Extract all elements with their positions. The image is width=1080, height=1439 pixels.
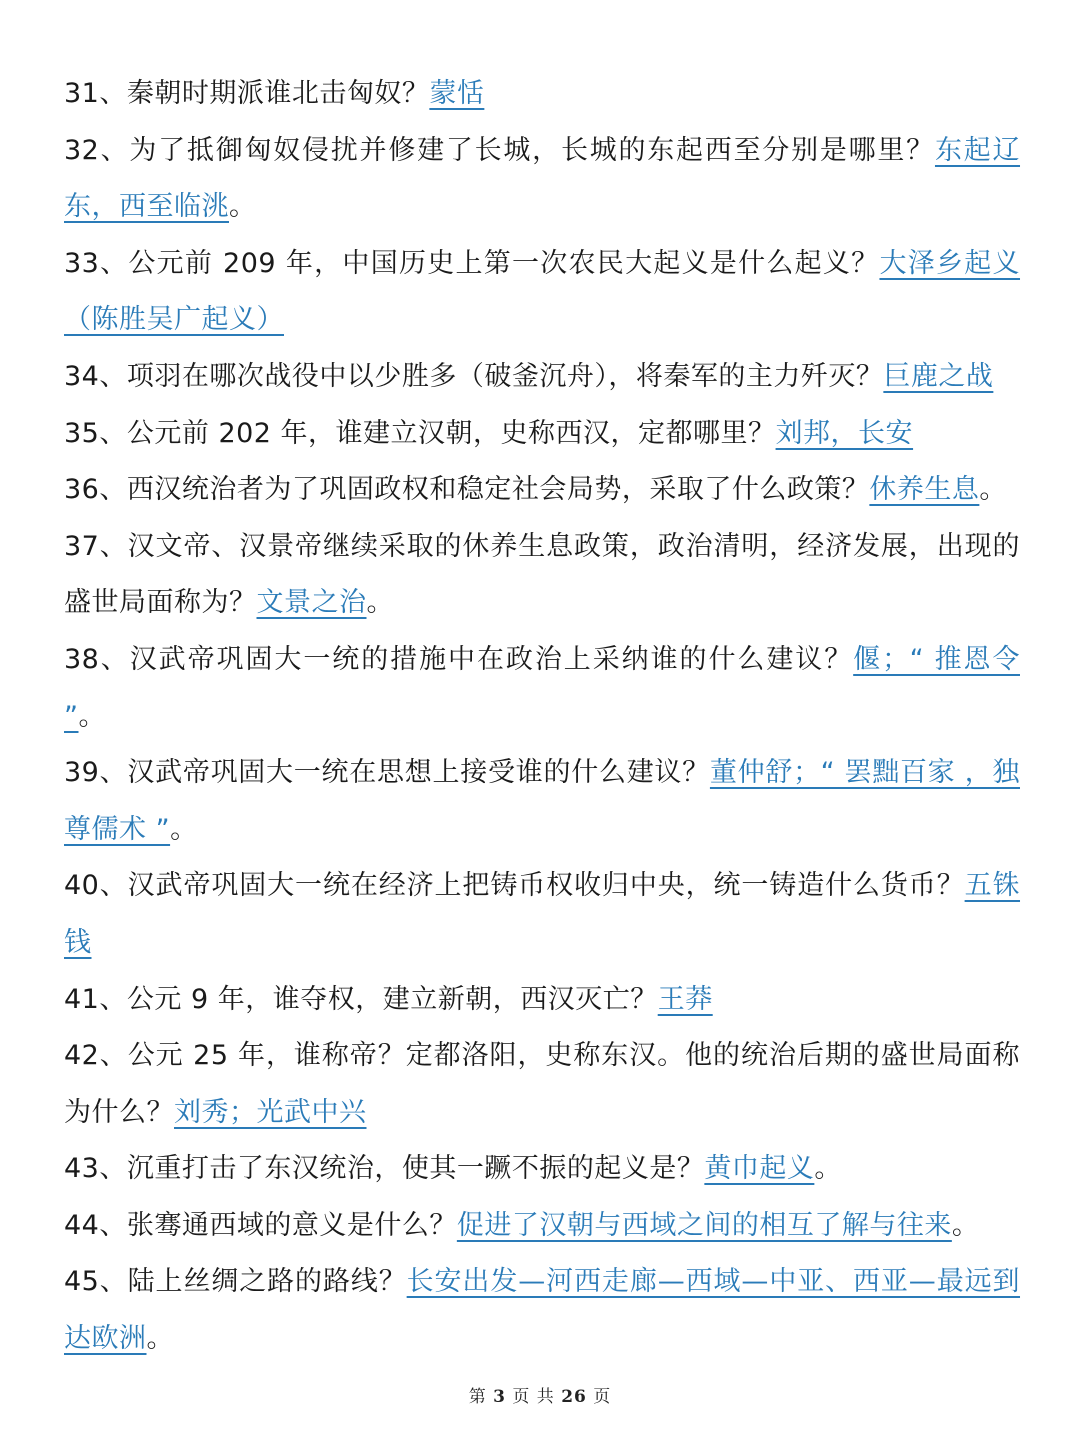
answer-text: 五铢钱 bbox=[64, 870, 1021, 958]
qa-item-43 bbox=[64, 1141, 1020, 1198]
question-text: 35、公元前 202 年，谁建立汉朝，史称西汉，定都哪里？ bbox=[64, 417, 776, 449]
question-text: 38、汉武帝巩固大一统的措施中在政治上采纳谁的什么建议？ bbox=[64, 643, 854, 675]
footer-middle: 页 共 bbox=[512, 1387, 555, 1407]
question-text: 32、为了抵御匈奴侵扰并修建了长城，长城的东起西至分别是哪里？ bbox=[64, 134, 935, 166]
answer-text: 东起辽东，西至临洮 bbox=[64, 134, 1021, 223]
qa-item-38 bbox=[64, 632, 1020, 745]
qa-item-32 bbox=[64, 123, 1020, 236]
question-text: 44、张骞通西域的意义是什么？ bbox=[64, 1209, 457, 1241]
answer-suffix: 。 bbox=[951, 1209, 980, 1241]
answer-suffix: 。 bbox=[146, 1323, 174, 1355]
qa-item-34 bbox=[64, 349, 1020, 406]
qa-item-44 bbox=[64, 1198, 1020, 1255]
answer-text: 文景之治 bbox=[256, 587, 367, 619]
current-page-number: 3 bbox=[493, 1387, 506, 1407]
answer-text: 刘秀；光武中兴 bbox=[174, 1096, 367, 1128]
qa-item-36 bbox=[64, 462, 1020, 519]
answer-text: 刘邦，长安 bbox=[775, 417, 914, 449]
question-text: 33、公元前 209 年，中国历史上第一次农民大起义是什么起义？ bbox=[64, 247, 880, 279]
qa-item-42 bbox=[64, 1028, 1020, 1141]
answer-suffix: 。 bbox=[229, 191, 257, 223]
question-text: 31、秦朝时期派谁北击匈奴？ bbox=[64, 78, 430, 109]
answer-text: 长安出发—河西走廊—西域—中亚、西亚—最远到达欧洲 bbox=[64, 1266, 1021, 1355]
answer-text: 巨鹿之战 bbox=[883, 360, 994, 392]
footer-suffix: 页 bbox=[593, 1387, 612, 1407]
answer-text: 蒙恬 bbox=[429, 78, 485, 109]
answer-text: 黄巾起义 bbox=[704, 1153, 815, 1185]
answer-text: 王莽 bbox=[657, 983, 713, 1015]
qa-item-33 bbox=[64, 236, 1020, 349]
answer-suffix: 。 bbox=[814, 1153, 842, 1185]
answer-text: 促进了汉朝与西域之间的相互了解与往来 bbox=[456, 1209, 952, 1241]
answer-text: 休养生息 bbox=[869, 474, 980, 506]
answer-suffix: 。 bbox=[979, 474, 1007, 506]
answer-text: 偃；“ 推恩令 ” bbox=[64, 643, 1020, 732]
qa-item-31 bbox=[64, 66, 1020, 123]
qa-item-41 bbox=[64, 972, 1020, 1029]
question-text: 36、西汉统治者为了巩固政权和稳定社会局势，采取了什么政策？ bbox=[64, 474, 870, 506]
answer-suffix: 。 bbox=[78, 700, 106, 732]
qa-item-40 bbox=[64, 858, 1020, 971]
qa-item-39 bbox=[64, 745, 1020, 858]
answer-text: 董仲舒；“ 罢黜百家 ，独尊儒术 ” bbox=[64, 757, 1020, 845]
question-text: 37、汉文帝、汉景帝继续采取的休养生息政策，政治清明，经济发展，出现的盛世局面称为？ bbox=[64, 530, 1020, 619]
qa-item-35 bbox=[64, 406, 1020, 463]
document-page bbox=[64, 66, 1020, 1368]
footer-prefix: 第 bbox=[468, 1387, 487, 1407]
qa-item-37 bbox=[64, 519, 1020, 632]
question-text: 34、项羽在哪次战役中以少胜多（破釜沉舟），将秦军的主力歼灭？ bbox=[64, 360, 884, 392]
total-page-count: 26 bbox=[561, 1387, 587, 1407]
question-text: 40、汉武帝巩固大一统在经济上把铸币权收归中央，统一铸造什么货币？ bbox=[64, 870, 965, 902]
answer-suffix: 。 bbox=[170, 813, 198, 845]
question-text: 42、公元 25 年，谁称帝？定都洛阳，史称东汉。他的统治后期的盛世局面称为什么？ bbox=[64, 1040, 1020, 1128]
question-text: 43、沉重打击了东汉统治，使其一蹶不振的起义是？ bbox=[64, 1153, 705, 1185]
page-footer bbox=[0, 1382, 1080, 1407]
question-text: 39、汉武帝巩固大一统在思想上接受谁的什么建议？ bbox=[64, 757, 710, 789]
question-text: 41、公元 9 年，谁夺权，建立新朝，西汉灭亡？ bbox=[64, 983, 658, 1015]
answer-text: 大泽乡起义（陈胜吴广起义） bbox=[64, 247, 1021, 336]
answer-suffix: 。 bbox=[366, 587, 394, 619]
qa-item-45 bbox=[64, 1254, 1020, 1367]
question-text: 45、陆上丝绸之路的路线？ bbox=[64, 1266, 407, 1298]
